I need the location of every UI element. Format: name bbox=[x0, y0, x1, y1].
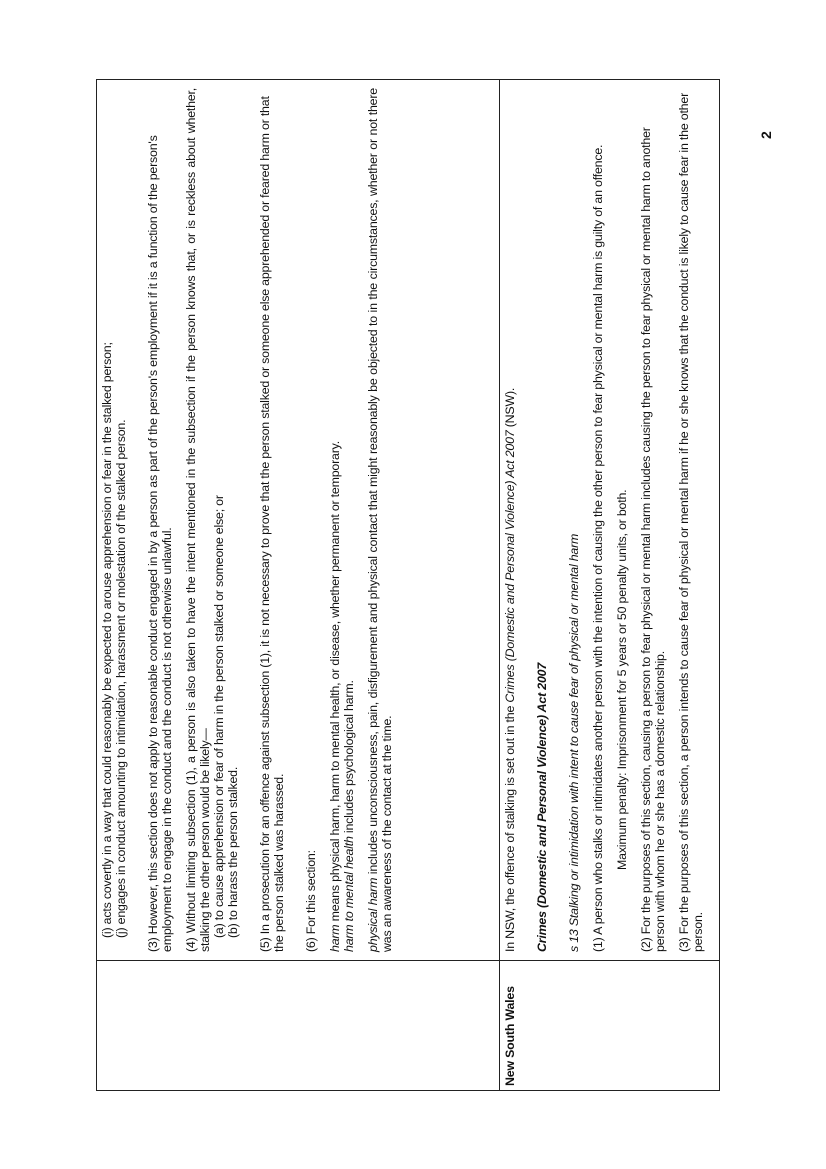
section-heading-text: s 13 Stalking or intimidation with intent to cause fear of physical or mental harm bbox=[567, 533, 581, 952]
nsw-intro bbox=[503, 88, 517, 952]
clause-j: (j) engages in conduct amounting to intimidation, harassment or molestation of the stalked person. bbox=[114, 419, 128, 938]
term-physical-harm: physical harm bbox=[366, 877, 380, 952]
page-number: 2 bbox=[758, 131, 774, 139]
definition-harm-text: means physical harm, harm to mental health, or disease, whether permanent or temporary. bbox=[328, 441, 342, 925]
jurisdiction-label bbox=[97, 961, 103, 1090]
jurisdiction-cell bbox=[97, 960, 499, 1090]
nsw-subsection-2: (2) For the purposes of this section, causing a person to fear physical or mental harm includes causing the person to fear physical or mental harm to another person with whom he or she has a domestic relationship. bbox=[639, 127, 667, 952]
maximum-penalty: Maximum penalty: Imprisonment for 5 years or 50 penalty units, or both. bbox=[615, 489, 629, 870]
term-harm: harm bbox=[328, 924, 342, 952]
definition-harm bbox=[328, 88, 342, 952]
nsw-intro-pre: In NSW, the offence of stalking is set out in the bbox=[503, 702, 517, 952]
definition-physical-harm bbox=[366, 88, 394, 952]
subsection-5: (5) In a prosecution for an offence against subsection (1), it is not necessary to prove that the person stalked or someone else apprehended or feared harm or that the person stalked was harassed. bbox=[258, 96, 286, 952]
table-row bbox=[499, 80, 720, 1090]
provision-cell bbox=[500, 80, 720, 960]
act-heading: Crimes (Domestic and Personal Violence) Act 2007 bbox=[535, 662, 549, 952]
subsection-4: (4) Without limiting subsection (1), a person is also taken to have the intent mentioned in the subsection if the person knows that, or is reckless about whether, stalking the other person would be likely— bbox=[184, 88, 212, 952]
provision-cell bbox=[97, 80, 499, 960]
nsw-subsection-3: (3) For the purposes of this section, a person intends to cause fear of physical or mental harm if he or she knows that the conduct is likely to cause fear in the other person. bbox=[677, 93, 705, 952]
subsection-6: (6) For this section: bbox=[304, 850, 318, 952]
jurisdiction-label: New South Wales bbox=[503, 986, 517, 1086]
definition-mental-harm bbox=[342, 88, 356, 952]
nsw-intro-post: (NSW). bbox=[503, 387, 517, 431]
clause-4b: (b) to harass the person stalked. bbox=[226, 766, 240, 938]
term-harm-to-mental-health: harm to mental health bbox=[342, 836, 356, 952]
clause-4a: (a) to cause apprehension or fear of harm in the person stalked or someone else; or bbox=[212, 495, 226, 938]
table-row bbox=[97, 80, 499, 1090]
nsw-subsection-1: (1) A person who stalks or intimidates another person with the intention of causing the other person to fear physical or mental harm is guilty of an offence. bbox=[591, 144, 605, 952]
section-heading bbox=[567, 88, 581, 952]
definition-physical-harm-text: includes unconsciousness, pain, disfigurement and physical contact that might reasonably be objected to in the circumstances, whether or not there was an awareness of the contact at the time. bbox=[366, 88, 394, 952]
nsw-intro-act: Crimes (Domestic and Personal Violence) Act 2007 bbox=[503, 430, 517, 703]
jurisdiction-cell bbox=[500, 960, 720, 1090]
legislation-table bbox=[96, 79, 720, 1091]
clause-i: (i) acts covertly in a way that could reasonably be expected to arouse apprehension or fear in the stalked person; bbox=[100, 342, 114, 938]
definition-mental-harm-text: includes psychological harm. bbox=[342, 680, 356, 837]
subsection-3: (3) However, this section does not apply to reasonable conduct engaged in by a person as part of the person's employment if it is a function of the person's employment to engage in the conduct and the conduct is not otherwise unlawful. bbox=[146, 135, 174, 952]
